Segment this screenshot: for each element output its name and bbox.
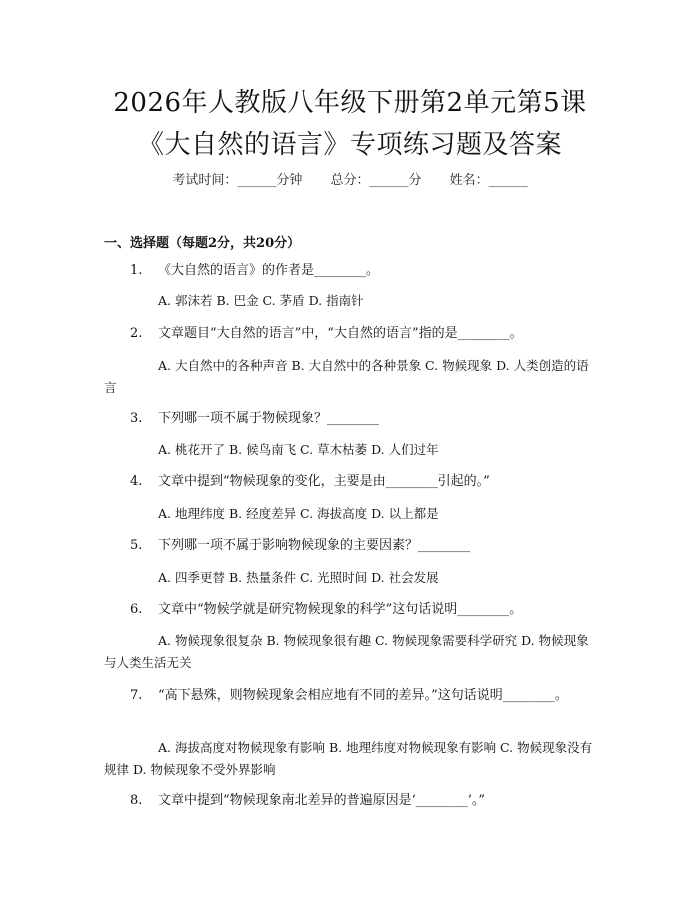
- options-text: A. 物候现象很复杂 B. 物候现象很有趣 C. 物候现象需要科学研究 D. 物候现象与人类生活无关: [104, 633, 589, 670]
- question-text: 《大自然的语言》的作者是________。: [158, 263, 380, 278]
- question-3-options: [104, 439, 598, 461]
- student-name: 姓名：______: [449, 173, 528, 188]
- options-text: A. 四季更替 B. 热量条件 C. 光照时间 D. 社会发展: [158, 570, 439, 585]
- question-7: [104, 685, 598, 707]
- question-1-options: [104, 290, 598, 312]
- options-text: A. 郭沫若 B. 巴金 C. 茅盾 D. 指南针: [158, 293, 364, 308]
- question-5-options: [104, 567, 598, 589]
- options-text: A. 海拔高度对物候现象有影响 B. 地理纬度对物候现象有影响 C. 物候现象没有规律 D. 物候现象不受外界影响: [104, 740, 593, 777]
- question-4: [104, 471, 598, 493]
- question-number: 1.: [130, 263, 143, 278]
- question-2-options: [104, 355, 598, 399]
- question-7-options: [104, 737, 598, 781]
- exam-time: 考试时间：______分钟: [172, 173, 303, 188]
- question-text: 文章中提到“物候现象南北差异的普遍原因是‘________’。”: [158, 793, 486, 808]
- question-number: 6.: [130, 602, 143, 617]
- question-text: 下列哪一项不属于物候现象？________: [158, 411, 380, 426]
- question-3: [104, 408, 598, 430]
- options-text: A. 地理纬度 B. 经度差异 C. 海拔高度 D. 以上都是: [158, 506, 439, 521]
- question-text: 文章中“物候学就是研究物候现象的科学”这句话说明________。: [158, 602, 523, 617]
- question-text: 下列哪一项不属于影响物候现象的主要因素？________: [158, 538, 471, 553]
- document-title-line2: 《大自然的语言》专项练习题及答案: [137, 130, 562, 160]
- question-6: [104, 599, 598, 621]
- question-text: 文章中提到“物候现象的变化，主要是由________引起的。”: [158, 474, 490, 489]
- question-number: 2.: [130, 326, 143, 341]
- question-2: [104, 323, 598, 345]
- question-1: [104, 260, 598, 282]
- question-number: 8.: [130, 793, 143, 808]
- question-text: 文章题目“大自然的语言”中，“大自然的语言”指的是________。: [158, 326, 523, 341]
- question-number: 4.: [130, 474, 143, 489]
- total-score: 总分：______分: [330, 173, 422, 188]
- options-text: A. 桃花开了 B. 候鸟南飞 C. 草木枯萎 D. 人们过年: [158, 442, 439, 457]
- question-text: “高下悬殊，则物候现象会相应地有不同的差异。”这句话说明________。: [158, 688, 568, 703]
- question-4-options: [104, 503, 598, 525]
- question-6-options: [104, 630, 598, 674]
- question-number: 5.: [130, 538, 143, 553]
- section-heading: 一、选择题（每题2分，共20分）: [104, 236, 301, 251]
- document-title-line1: 2026年人教版八年级下册第2单元第5课: [113, 88, 587, 118]
- options-text: A. 大自然中的各种声音 B. 大自然中的各种景象 C. 物候现象 D. 人类创造的语言: [104, 358, 589, 395]
- question-5: [104, 535, 598, 557]
- question-number: 3.: [130, 411, 143, 426]
- question-8: [104, 790, 598, 812]
- exam-meta: [0, 169, 700, 188]
- question-number: 7.: [130, 688, 143, 703]
